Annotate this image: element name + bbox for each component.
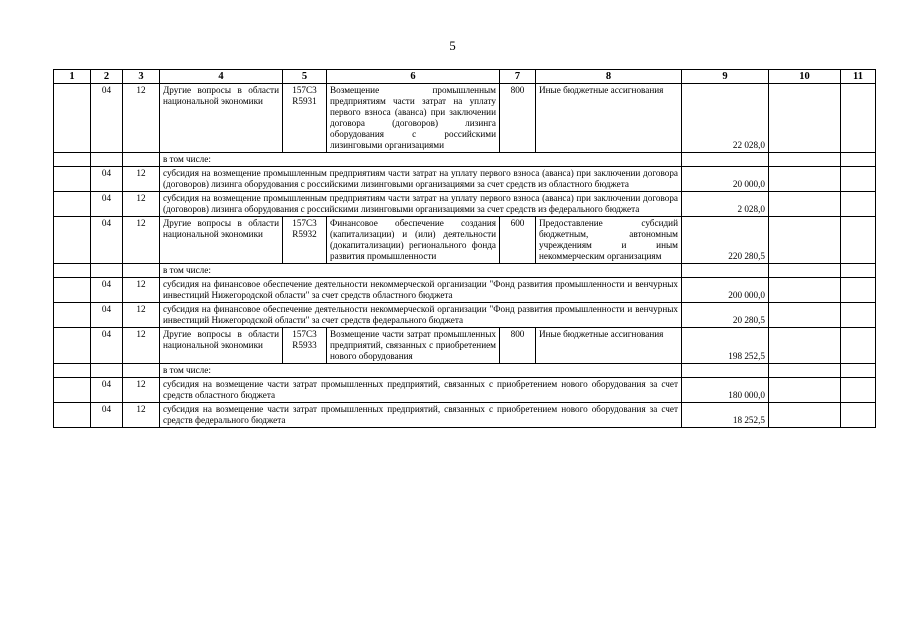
- header-cell: 2: [91, 70, 123, 84]
- table-row-subheader: [54, 153, 876, 167]
- cell-col3: [123, 264, 160, 278]
- cell-amount: [682, 264, 769, 278]
- cell-subsection: 12: [123, 192, 160, 217]
- cell-detail-text: субсидия на возмещение промышленным предприятиям части затрат на уплату первого взноса (аванса) при заключении договора (договоров) лизинга оборудования с российскими лизинговыми организациями за счет средств из федерального бюджета: [160, 192, 682, 217]
- cell-expense-type-name: Предоставление субсидий бюджетным, автономным учреждениям и иным некоммерческим организациям: [536, 217, 682, 264]
- header-cell: 11: [841, 70, 876, 84]
- cell-amount: [682, 364, 769, 378]
- header-cell: 3: [123, 70, 160, 84]
- cell-section-name: Другие вопросы в области национальной экономики: [160, 84, 283, 153]
- cell-col2: [91, 364, 123, 378]
- cell-subsection: 12: [123, 278, 160, 303]
- header-cell: 9: [682, 70, 769, 84]
- cell-amount: [682, 153, 769, 167]
- cell-col1: [54, 303, 91, 328]
- cell-col10: [769, 153, 841, 167]
- cell-subsection: 12: [123, 403, 160, 428]
- page-number: 5: [449, 38, 456, 53]
- cell-col1: [54, 192, 91, 217]
- cell-col10: [769, 403, 841, 428]
- cell-col10: [769, 278, 841, 303]
- table-row-detail: [54, 278, 876, 303]
- header-cell: 5: [283, 70, 327, 84]
- cell-col11: [841, 217, 876, 264]
- cell-col1: [54, 278, 91, 303]
- cell-col11: [841, 403, 876, 428]
- cell-expense-name: Финансовое обеспечение создания (капитализации) и (или) деятельности (докапитализации) регионального фонда развития промышленности: [327, 217, 500, 264]
- cell-col2: [91, 264, 123, 278]
- cell-section-name: Другие вопросы в области национальной экономики: [160, 328, 283, 364]
- header-cell: 10: [769, 70, 841, 84]
- cell-section: 04: [91, 278, 123, 303]
- cell-subsection: 12: [123, 378, 160, 403]
- cell-amount: 198 252,5: [682, 328, 769, 364]
- cell-section-name: Другие вопросы в области национальной экономики: [160, 217, 283, 264]
- cell-col10: [769, 303, 841, 328]
- cell-col10: [769, 167, 841, 192]
- cell-col10: [769, 378, 841, 403]
- table-row-main: [54, 328, 876, 364]
- cell-col11: [841, 84, 876, 153]
- cell-col11: [841, 378, 876, 403]
- cell-col11: [841, 328, 876, 364]
- cell-expense-type: 800: [500, 328, 536, 364]
- cell-col10: [769, 264, 841, 278]
- cell-col11: [841, 264, 876, 278]
- cell-amount: 180 000,0: [682, 378, 769, 403]
- header-cell: 1: [54, 70, 91, 84]
- cell-col3: [123, 153, 160, 167]
- cell-target-code: 157С3 R5933: [283, 328, 327, 364]
- header-cell: 4: [160, 70, 283, 84]
- header-cell: 8: [536, 70, 682, 84]
- cell-col2: [91, 153, 123, 167]
- cell-detail-text: субсидия на возмещение части затрат промышленных предприятий, связанных с приобретением нового оборудования за счет средств федерального бюджета: [160, 403, 682, 428]
- cell-col11: [841, 278, 876, 303]
- table-row-detail: [54, 378, 876, 403]
- cell-col3: [123, 364, 160, 378]
- cell-amount: 220 280,5: [682, 217, 769, 264]
- cell-section: 04: [91, 303, 123, 328]
- cell-col1: [54, 153, 91, 167]
- budget-table: [53, 69, 876, 428]
- cell-col10: [769, 192, 841, 217]
- cell-section: 04: [91, 378, 123, 403]
- cell-col1: [54, 167, 91, 192]
- cell-section: 04: [91, 167, 123, 192]
- table-row-subheader: [54, 264, 876, 278]
- cell-col11: [841, 192, 876, 217]
- cell-col1: [54, 378, 91, 403]
- cell-target-code: 157С3 R5931: [283, 84, 327, 153]
- cell-section: 04: [91, 328, 123, 364]
- cell-col1: [54, 84, 91, 153]
- cell-detail-text: субсидия на возмещение части затрат промышленных предприятий, связанных с приобретением нового оборудования за счет средств областного бюджета: [160, 378, 682, 403]
- cell-amount: 22 028,0: [682, 84, 769, 153]
- cell-amount: 200 000,0: [682, 278, 769, 303]
- cell-subsection: 12: [123, 167, 160, 192]
- cell-section: 04: [91, 217, 123, 264]
- header-cell: 6: [327, 70, 500, 84]
- cell-subsection: 12: [123, 84, 160, 153]
- cell-subsection: 12: [123, 217, 160, 264]
- cell-col10: [769, 328, 841, 364]
- cell-detail-text: субсидия на финансовое обеспечение деятельности некоммерческой организации "Фонд развития промышленности и венчурных инвестиций Нижегородской области" за счет средств областного бюджета: [160, 278, 682, 303]
- cell-detail-text: субсидия на финансовое обеспечение деятельности некоммерческой организации "Фонд развития промышленности и венчурных инвестиций Нижегородской области" за счет средств федерального бюджета: [160, 303, 682, 328]
- cell-section: 04: [91, 192, 123, 217]
- cell-section: 04: [91, 84, 123, 153]
- cell-col10: [769, 217, 841, 264]
- cell-expense-type: 600: [500, 217, 536, 264]
- cell-col10: [769, 364, 841, 378]
- table-row-detail: [54, 167, 876, 192]
- cell-col10: [769, 84, 841, 153]
- cell-subsection: 12: [123, 328, 160, 364]
- header-row: [54, 70, 876, 84]
- header-cell: 7: [500, 70, 536, 84]
- cell-expense-name: Возмещение части затрат промышленных предприятий, связанных с приобретением нового оборудования: [327, 328, 500, 364]
- cell-in-that-number: в том числе:: [160, 153, 682, 167]
- cell-detail-text: субсидия на возмещение промышленным предприятиям части затрат на уплату первого взноса (аванса) при заключении договора (договоров) лизинга оборудования с российскими лизинговыми организациями за счет средств из областного бюджета: [160, 167, 682, 192]
- cell-expense-type: 800: [500, 84, 536, 153]
- cell-expense-name: Возмещение промышленным предприятиям части затрат на уплату первого взноса (аванса) при заключении договора (договоров) лизинга оборудования с российскими лизинговыми организациями: [327, 84, 500, 153]
- cell-col1: [54, 328, 91, 364]
- cell-subsection: 12: [123, 303, 160, 328]
- cell-section: 04: [91, 403, 123, 428]
- cell-col11: [841, 153, 876, 167]
- cell-target-code: 157С3 R5932: [283, 217, 327, 264]
- cell-in-that-number: в том числе:: [160, 364, 682, 378]
- table-row-main: [54, 84, 876, 153]
- table-row-detail: [54, 403, 876, 428]
- table-row-main: [54, 217, 876, 264]
- cell-expense-type-name: Иные бюджетные ассигнования: [536, 84, 682, 153]
- cell-in-that-number: в том числе:: [160, 264, 682, 278]
- cell-expense-type-name: Иные бюджетные ассигнования: [536, 328, 682, 364]
- cell-amount: 18 252,5: [682, 403, 769, 428]
- table-row-detail: [54, 303, 876, 328]
- cell-amount: 20 000,0: [682, 167, 769, 192]
- cell-amount: 20 280,5: [682, 303, 769, 328]
- cell-col1: [54, 217, 91, 264]
- cell-col11: [841, 303, 876, 328]
- table-row-detail: [54, 192, 876, 217]
- cell-col1: [54, 364, 91, 378]
- cell-col11: [841, 364, 876, 378]
- cell-col11: [841, 167, 876, 192]
- table-row-subheader: [54, 364, 876, 378]
- cell-amount: 2 028,0: [682, 192, 769, 217]
- cell-col1: [54, 264, 91, 278]
- cell-col1: [54, 403, 91, 428]
